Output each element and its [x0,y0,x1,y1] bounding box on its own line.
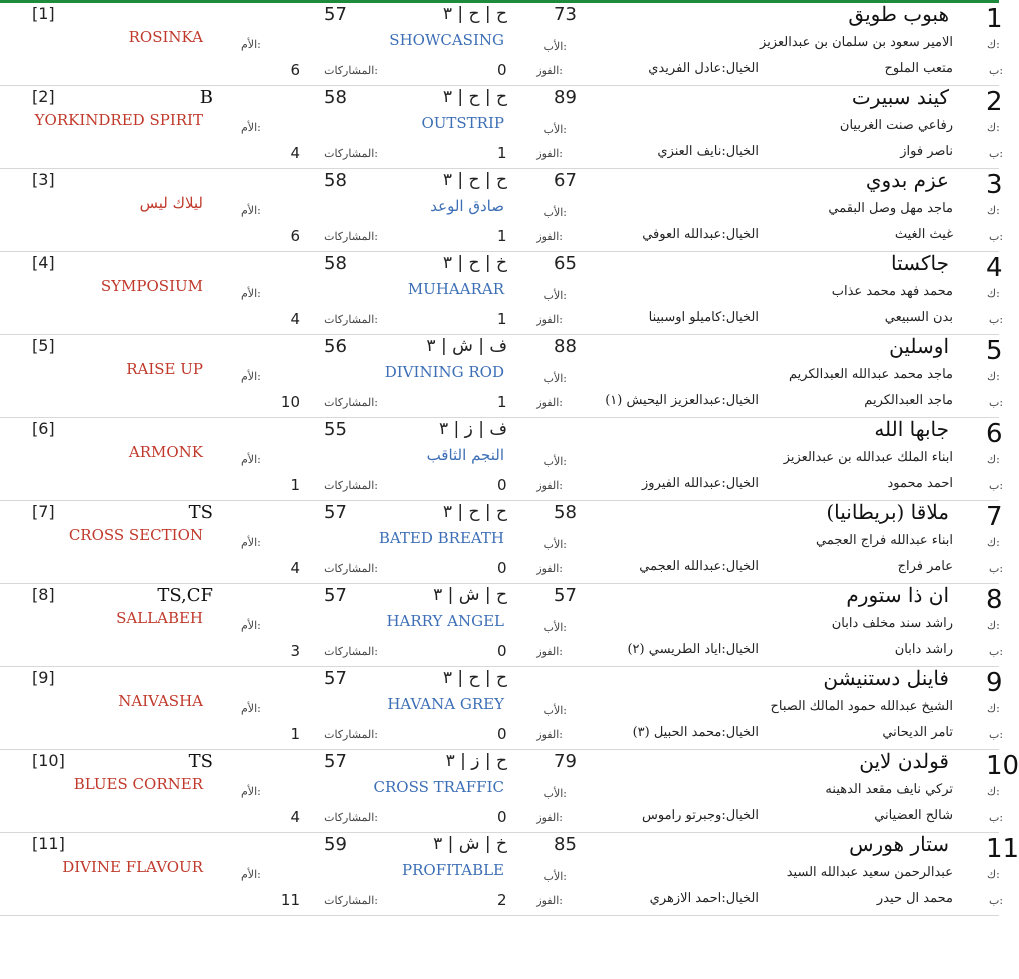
sire-name: SHOWCASING [389,31,504,49]
trainer-name: تامر الديحاني [882,725,953,740]
runner-number: 11 [986,834,1019,864]
wins-count: 0 [497,642,507,660]
runner-entry[interactable] [0,168,1004,252]
weight: 59 [324,834,347,855]
owner-name: الشيخ عبدالله حمود المالك الصباح [770,699,953,714]
horse-name[interactable]: فاينل دستنيشن [823,666,949,690]
jockey-prefix: الخيال: [721,891,759,906]
runner-number: 6 [986,419,1003,449]
weight: 57 [324,502,347,523]
owner-name: راشد سند مخلف دابان [831,616,953,631]
horse-class: ح | ح | ٣ [442,502,507,522]
trainer-name: ماجد العبدالكريم [864,393,953,408]
wins-count: 0 [497,61,507,79]
dam-name: SALLABEH [116,609,203,627]
owner-name: ماجد مهل وصل البقمي [828,201,953,216]
horse-class: ف | ز | ٣ [438,419,507,439]
jockey-name [627,643,759,658]
horse-name[interactable]: اوسلين [889,334,949,358]
draw-number: [7] [32,502,55,521]
horse-class: خ | ح | ٣ [442,253,507,273]
draw-number: [1] [32,4,55,23]
runs-label: المشاركات: [324,645,378,658]
sire-label: الأب: [543,289,567,302]
dam-name: YORKINDRED SPIRIT [34,111,203,129]
owner-name: تركي نايف مقعد الدهينه [825,782,953,797]
runner-entry[interactable] [0,417,1004,501]
runner-entry[interactable] [0,500,1004,584]
runs-label: المشاركات: [324,230,378,243]
jockey-prefix: الخيال: [721,393,759,408]
jockey-value: عبدالعزيز اليحيش (١) [605,393,722,408]
trainer-label-cut: ب: [989,894,1004,907]
rating: 67 [554,170,577,191]
wins-label: الفوز: [536,147,563,160]
rating: 89 [554,87,577,108]
sire-label: الأب: [543,787,567,800]
runner-number: 2 [986,87,1003,117]
sire-name: PROFITABLE [402,861,504,879]
jockey-name [633,726,759,741]
runs-label: المشاركات: [324,894,378,907]
horse-class: ف | ش | ٣ [426,336,507,356]
dam-name: DIVINE FLAVOUR [62,858,203,876]
owner-label-cut: ك: [987,702,1000,715]
equipment-note: TS,CF [157,585,213,606]
rating: 79 [554,751,577,772]
owner-name: ماجد محمد عبدالله العبدالكريم [788,367,953,382]
owner-label-cut: ك: [987,536,1000,549]
jockey-name [657,145,759,160]
jockey-name [650,892,759,907]
owner-name: رفاعي صنت الغربيان [839,118,953,133]
runs-label: المشاركات: [324,64,378,77]
jockey-name [642,228,759,243]
trainer-name: غيث الغيث [894,227,953,242]
runner-entry[interactable] [0,85,1004,169]
draw-number: [9] [32,668,55,687]
sire-name: CROSS TRAFFIC [373,778,504,796]
dam-label: الأم: [241,287,261,300]
trainer-name: محمد ال حيدر [876,891,953,906]
trainer-label-cut: ب: [989,64,1004,77]
sire-label: الأب: [543,455,567,468]
runs-count: 4 [290,310,300,328]
jockey-prefix: الخيال: [721,476,759,491]
wins-label: الفوز: [536,396,563,409]
horse-class: خ | ش | ٣ [433,834,507,854]
jockey-name [605,394,759,409]
race-card-list [0,2,1019,916]
trainer-label-cut: ب: [989,811,1004,824]
runner-number: 9 [986,668,1003,698]
jockey-value: اياد الطريسي (٢) [627,642,722,657]
runner-number: 3 [986,170,1003,200]
runs-count: 10 [280,393,300,411]
jockey-name [642,809,759,824]
dam-label: الأم: [241,702,261,715]
weight: 57 [324,751,347,772]
sire-name: MUHAARAR [407,280,504,298]
wins-label: الفوز: [536,811,563,824]
trainer-name: راشد دابان [894,642,953,657]
owner-label-cut: ك: [987,287,1000,300]
wins-count: 1 [497,144,507,162]
jockey-prefix: الخيال: [721,559,759,574]
owner-name: محمد فهد محمد عذاب [831,284,953,299]
jockey-value: كاميلو اوسبينا [648,310,722,325]
runner-entry[interactable] [0,832,1019,916]
wins-count: 0 [497,559,507,577]
dam-label: الأم: [241,38,261,51]
weight: 56 [324,336,347,357]
dam-label: الأم: [241,204,261,217]
draw-number: [3] [32,170,55,189]
runs-label: المشاركات: [324,811,378,824]
draw-number: [11] [32,834,65,853]
horse-name[interactable]: جابها الله [874,417,949,441]
horse-class: ح | ح | ٣ [442,4,507,24]
jockey-prefix: الخيال: [721,642,759,657]
dam-name: ROSINKA [128,28,203,46]
runner-entry[interactable] [0,583,1004,667]
runner-number: 1 [986,4,1003,34]
draw-number: [5] [32,336,55,355]
runner-number: 7 [986,502,1003,532]
dam-label: الأم: [241,536,261,549]
jockey-prefix: الخيال: [721,61,759,76]
wins-label: الفوز: [536,479,563,492]
sire-name: HAVANA GREY [387,695,504,713]
horse-name[interactable]: ستار هورس [849,832,949,856]
runs-count: 6 [290,227,300,245]
dam-name: BLUES CORNER [73,775,203,793]
owner-name: الامير سعود بن سلمان بن عبدالعزيز [760,35,953,50]
sire-name: HARRY ANGEL [386,612,504,630]
owner-name: ابناء الملك عبدالله بن عبدالعزيز [783,450,953,465]
draw-number: [2] [32,87,55,106]
horse-class: ح | ز | ٣ [445,751,507,771]
dam-label: الأم: [241,868,261,881]
trainer-name: عامر فراج [897,559,953,574]
trainer-label-cut: ب: [989,396,1004,409]
dam-label: الأم: [241,121,261,134]
runs-label: المشاركات: [324,396,378,409]
sire-name: النجم الثاقب [426,446,504,464]
owner-label-cut: ك: [987,453,1000,466]
owner-label-cut: ك: [987,785,1000,798]
owner-label-cut: ك: [987,370,1000,383]
runs-count: 3 [290,642,300,660]
weight: 55 [324,419,347,440]
wins-label: الفوز: [536,894,563,907]
trainer-label-cut: ب: [989,562,1004,575]
trainer-label-cut: ب: [989,479,1004,492]
horse-class: ح | ح | ٣ [442,170,507,190]
runs-count: 4 [290,144,300,162]
dam-name: SYMPOSIUM [100,277,203,295]
rating: 85 [554,834,577,855]
dam-name: NAIVASHA [118,692,203,710]
horse-class: ح | ش | ٣ [433,585,507,605]
wins-count: 0 [497,808,507,826]
wins-label: الفوز: [536,64,563,77]
wins-label: الفوز: [536,728,563,741]
runner-number: 4 [986,253,1003,283]
sire-label: الأب: [543,372,567,385]
runs-label: المشاركات: [324,562,378,575]
runner-number: 5 [986,336,1003,366]
weight: 57 [324,585,347,606]
jockey-prefix: الخيال: [721,808,759,823]
trainer-name: شالح العضياني [874,808,953,823]
runner-entry[interactable] [0,666,1004,750]
horse-name[interactable]: ان ذا ستورم [846,583,949,607]
wins-count: 1 [497,310,507,328]
horse-name[interactable]: كيند سبيرت [851,85,949,109]
horse-name[interactable]: ملاقا (بريطانيا) [826,500,949,524]
rating: 73 [554,4,577,25]
rating: 58 [554,502,577,523]
wins-label: الفوز: [536,313,563,326]
equipment-note: B [199,87,213,108]
owner-label-cut: ك: [987,619,1000,632]
runs-count: 11 [280,891,300,909]
dam-name: RAISE UP [126,360,203,378]
dam-label: الأم: [241,619,261,632]
jockey-prefix: الخيال: [721,144,759,159]
trainer-label-cut: ب: [989,728,1004,741]
trainer-name: احمد محمود [887,476,953,491]
runner-entry[interactable] [0,334,1004,418]
horse-name[interactable]: هبوب طويق [848,2,949,26]
jockey-prefix: الخيال: [721,310,759,325]
sire-label: الأب: [543,704,567,717]
rating: 65 [554,253,577,274]
wins-count: 1 [497,393,507,411]
sire-name: DIVINING ROD [384,363,504,381]
runs-count: 6 [290,61,300,79]
owner-label-cut: ك: [987,121,1000,134]
sire-label: الأب: [543,40,567,53]
sire-name: OUTSTRIP [421,114,504,132]
rating: 57 [554,585,577,606]
jockey-prefix: الخيال: [721,227,759,242]
owner-label-cut: ك: [987,204,1000,217]
owner-name: عبدالرحمن سعيد عبدالله السيد [786,865,953,880]
wins-label: الفوز: [536,230,563,243]
owner-label-cut: ك: [987,868,1000,881]
jockey-value: عبدالله العوفي [642,227,722,242]
trainer-label-cut: ب: [989,230,1004,243]
wins-count: 2 [497,891,507,909]
jockey-value: محمد الحبيل (٣) [632,725,722,740]
draw-number: [6] [32,419,55,438]
dam-label: الأم: [241,453,261,466]
runner-entry[interactable] [0,251,1004,335]
trainer-label-cut: ب: [989,645,1004,658]
sire-label: الأب: [543,621,567,634]
wins-count: 0 [497,725,507,743]
sire-name: BATED BREATH [378,529,504,547]
sire-label: الأب: [543,538,567,551]
jockey-value: نايف العنزي [657,144,722,159]
runs-count: 1 [290,725,300,743]
runs-label: المشاركات: [324,728,378,741]
dam-name: ARMONK [128,443,203,461]
sire-label: الأب: [543,123,567,136]
equipment-note: TS [188,751,213,772]
jockey-value: عبدالله الفيروز [642,476,722,491]
dam-name: ليلاك ليس [139,194,203,212]
runs-count: 4 [290,808,300,826]
jockey-value: وجبرتو راموس [641,808,722,823]
equipment-note: TS [188,502,213,523]
horse-name[interactable]: قولدن لاين [859,749,949,773]
trainer-label-cut: ب: [989,313,1004,326]
runner-number: 10 [986,751,1019,781]
weight: 57 [324,668,347,689]
jockey-prefix: الخيال: [721,725,759,740]
sire-label: الأب: [543,206,567,219]
jockey-name [639,560,759,575]
jockey-name [649,311,759,326]
runner-number: 8 [986,585,1003,615]
dam-label: الأم: [241,370,261,383]
runs-label: المشاركات: [324,479,378,492]
wins-count: 0 [497,476,507,494]
draw-number: [4] [32,253,55,272]
owner-name: ابناء عبدالله فراج العجمي [816,533,953,548]
rating: 88 [554,336,577,357]
runner-entry[interactable] [0,749,1019,833]
wins-count: 1 [497,227,507,245]
weight: 58 [324,253,347,274]
dam-label: الأم: [241,785,261,798]
sire-label: الأب: [543,870,567,883]
wins-label: الفوز: [536,562,563,575]
trainer-name: ناصر فواز [900,144,953,159]
runs-label: المشاركات: [324,313,378,326]
horse-class: ح | ح | ٣ [442,87,507,107]
horse-name[interactable]: عزم بدوي [865,168,949,192]
runs-count: 4 [290,559,300,577]
jockey-name [648,62,759,77]
dam-name: CROSS SECTION [68,526,203,544]
jockey-name [642,477,759,492]
jockey-value: عبدالله العجمي [639,559,722,574]
trainer-name: بدن السبيعي [884,310,953,325]
draw-number: [10] [32,751,65,770]
trainer-name: متعب الملوح [884,61,953,76]
jockey-value: عادل الفريدي [648,61,722,76]
runs-count: 1 [290,476,300,494]
weight: 58 [324,170,347,191]
weight: 57 [324,4,347,25]
sire-name: صادق الوعد [430,197,504,215]
runner-entry[interactable] [0,2,1004,86]
trainer-label-cut: ب: [989,147,1004,160]
owner-label-cut: ك: [987,38,1000,51]
wins-label: الفوز: [536,645,563,658]
draw-number: [8] [32,585,55,604]
horse-class: ح | ح | ٣ [442,668,507,688]
runs-label: المشاركات: [324,147,378,160]
weight: 58 [324,87,347,108]
jockey-value: احمد الازهري [649,891,722,906]
horse-name[interactable]: جاكستا [891,251,949,275]
